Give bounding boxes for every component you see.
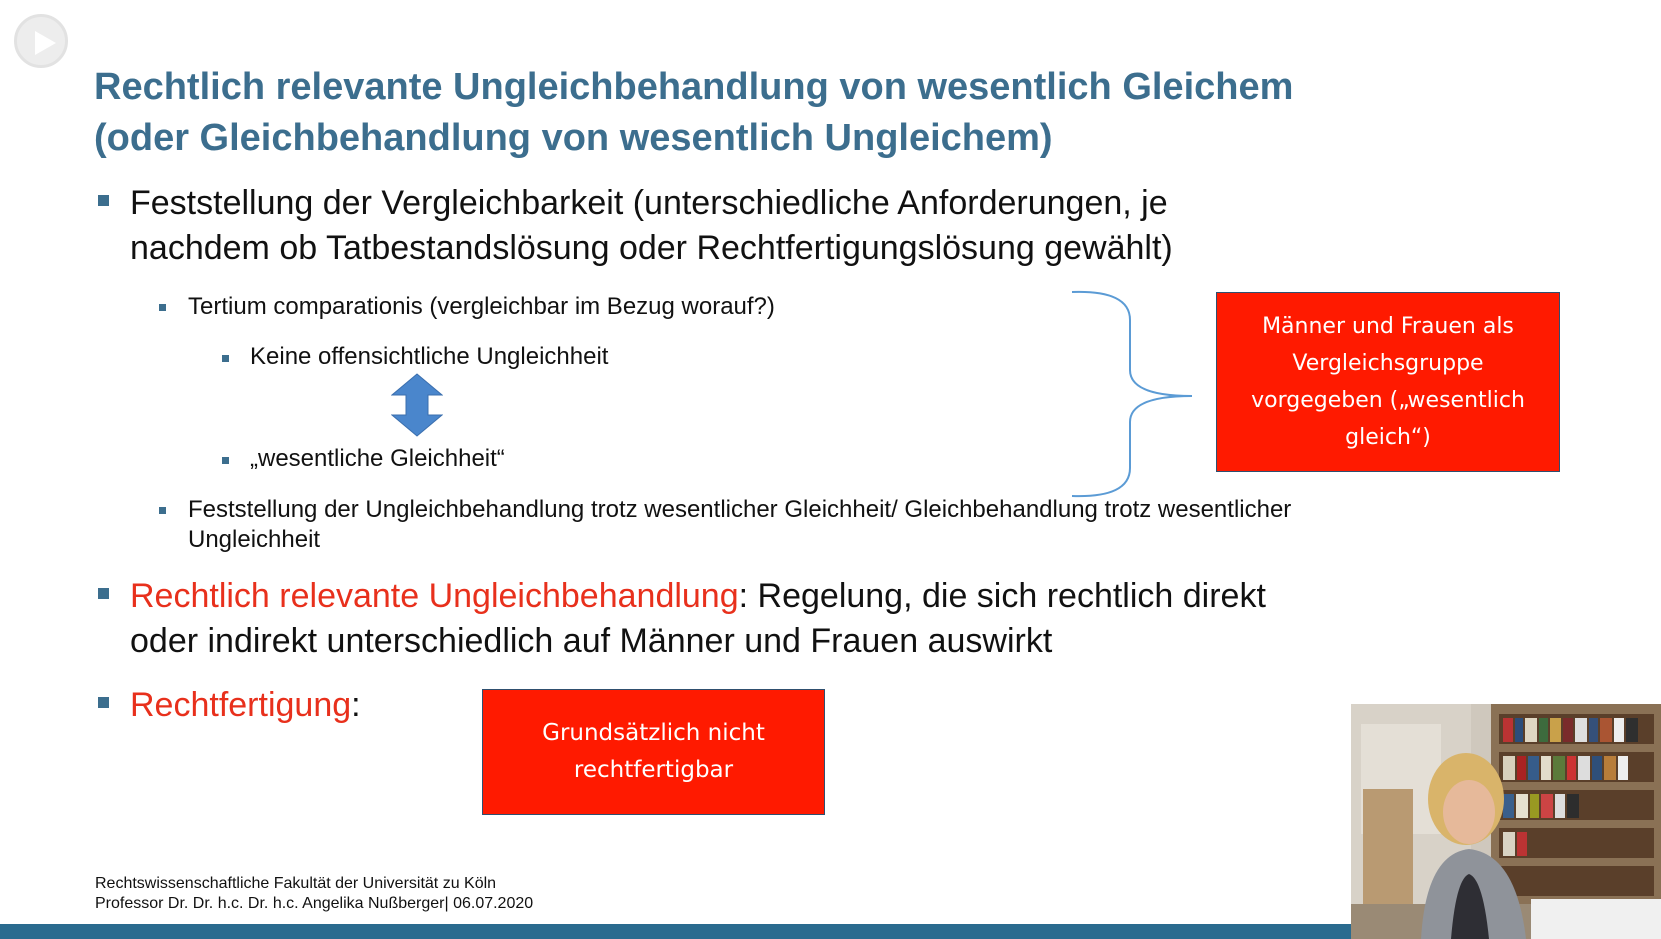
sub-bullet-marker <box>159 304 166 311</box>
justification-box <box>482 689 825 815</box>
justification-box-line2: rechtfertigbar <box>573 757 734 783</box>
bullet-relevant-unequal-treatment-line2: oder indirekt unterschiedlich auf Männer und Frauen auswirkt <box>130 622 1053 660</box>
bullet-justification <box>130 683 430 728</box>
bullet-relevant-unequal-treatment-definition: : Regelung, die sich rechtlich direkt <box>738 577 1266 615</box>
footer-faculty: Rechtswissenschaftliche Fakultät der Universität zu Köln <box>95 875 497 892</box>
bullet-justification-term: Rechtfertigung <box>130 686 352 724</box>
webcam-image <box>1351 704 1661 939</box>
play-button[interactable] <box>14 14 68 68</box>
comparison-group-box-line3: vorgegeben („wesentlich <box>1251 388 1525 413</box>
slide-title <box>94 62 1514 164</box>
slide-title-line2: (oder Gleichbehandlung von wesentlich Ungleichem) <box>94 117 1053 159</box>
slide-title-line1: Rechtlich relevante Ungleichbehandlung von wesentlich Gleichem <box>94 66 1294 108</box>
slide-footer <box>95 874 533 914</box>
bullet-relevant-unequal-treatment-term: Rechtlich relevante Ungleichbehandlung <box>130 577 739 615</box>
sub-sub-bullet-marker <box>222 457 229 464</box>
webcam-video <box>1351 704 1661 939</box>
sub-bullet-unequal-treatment <box>188 495 1488 555</box>
justification-box-line1: Grundsätzlich nicht <box>542 720 765 746</box>
double-arrow-icon <box>391 373 443 437</box>
sub-sub-bullet-essential-equality: „wesentliche Gleichheit“ <box>250 445 505 472</box>
comparison-group-box-line4: gleich“) <box>1345 425 1431 450</box>
bullet-justification-colon: : <box>351 686 361 724</box>
sub-sub-bullet-no-inequality: Keine offensichtliche Ungleichheit <box>250 343 609 370</box>
bullet-comparability-line2: nachdem ob Tatbestandslösung oder Rechtfertigungslösung gewählt) <box>130 229 1173 267</box>
bullet-marker <box>98 588 109 599</box>
bullet-relevant-unequal-treatment <box>130 574 1560 664</box>
sub-bullet-tertium: Tertium comparationis (vergleichbar im Bezug worauf?) <box>188 293 775 320</box>
curly-brace-icon <box>1070 290 1200 500</box>
comparison-group-box <box>1216 292 1560 472</box>
bullet-comparability <box>130 181 1560 271</box>
bullet-comparability-line1: Feststellung der Vergleichbarkeit (unterschiedliche Anforderungen, je <box>130 184 1168 222</box>
bullet-marker <box>98 697 109 708</box>
bullet-marker <box>98 195 109 206</box>
footer-author-date: Professor Dr. Dr. h.c. Dr. h.c. Angelika Nußberger| 06.07.2020 <box>95 895 534 912</box>
sub-bullet-unequal-treatment-line2: Ungleichheit <box>188 526 321 553</box>
play-icon <box>32 29 58 57</box>
sub-bullet-unequal-treatment-line1: Feststellung der Ungleichbehandlung trotz wesentlicher Gleichheit/ Gleichbehandlung trotz wesentlicher <box>188 496 1292 523</box>
comparison-group-box-line1: Männer und Frauen als <box>1262 314 1514 339</box>
sub-sub-bullet-marker <box>222 355 229 362</box>
sub-bullet-marker <box>159 507 166 514</box>
comparison-group-box-line2: Vergleichsgruppe <box>1292 351 1484 376</box>
